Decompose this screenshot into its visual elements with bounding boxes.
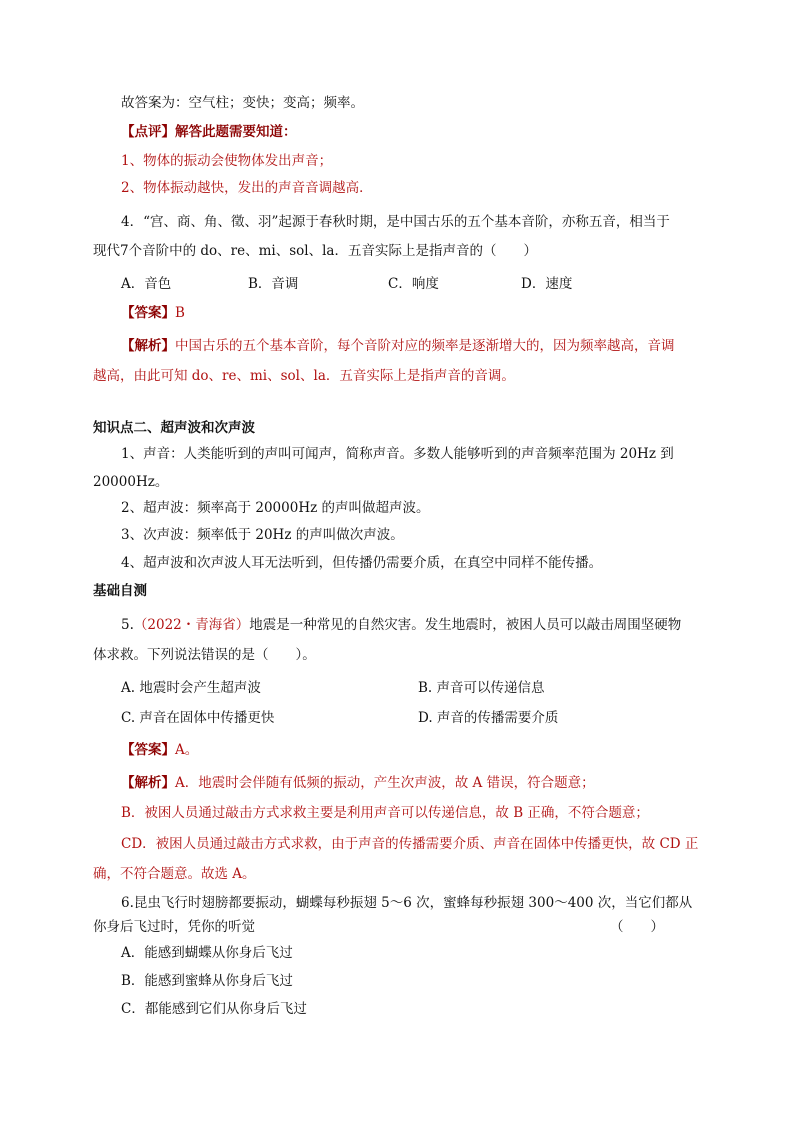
kp2-item-3: 3、次声波：频率低于 20Hz 的声叫做次声波。 xyxy=(121,527,404,543)
q5-analysis-line4: 确，不符合题意。故选 A。 xyxy=(93,866,256,882)
q4-analysis-line2: 越高，由此可知 do、re、mi、sol、la．五音实际上是指声音的音调。 xyxy=(93,368,515,384)
kp2-item-1-cont: 20000Hz。 xyxy=(93,474,169,490)
analysis-text: A．地震时会伴随有低频的振动，产生次声波，故 A 错误，符合题意； xyxy=(175,775,595,791)
q5-option-a: A. 地震时会产生超声波 xyxy=(121,680,261,696)
analysis-text: 中国古乐的五个基本音阶，每个音阶对应的频率是逐渐增大的，因为频率越高，音调 xyxy=(175,338,675,354)
q5-analysis-line1 xyxy=(121,773,595,793)
q3-point-2: 2、物体振动越快，发出的声音音调越高． xyxy=(121,180,373,196)
q5-stem-line2: 体求救。下列说法错误的是（ ）。 xyxy=(93,647,316,663)
q4-option-c: C．响度 xyxy=(388,276,439,292)
q5-analysis-line3: CD．被困人员通过敲击方式求救，由于声音的传播需要介质、声音在固体中传播更快，故 CD 正 xyxy=(121,836,699,852)
q6-option-a: A．能感到蝴蝶从你身后飞过 xyxy=(121,945,293,961)
q5-stem-text: 地震是一种常见的自然灾害。发生地震时，被困人员可以敲击周围坚硬物 xyxy=(249,617,682,633)
q5-answer xyxy=(121,740,198,760)
answer-value: B xyxy=(175,305,185,321)
answer-value: A。 xyxy=(175,742,199,758)
kp2-item-4: 4、超声波和次声波人耳无法听到，但传播仍需要介质，在真空中同样不能传播。 xyxy=(121,555,603,571)
q4-option-b: B．音调 xyxy=(248,276,299,292)
kp2-item-1: 1、声音：人类能听到的声叫可闻声，简称声音。多数人能够听到的声音频率范围为 20Hz 到 xyxy=(121,446,674,462)
answer-tag: 【答案】 xyxy=(121,305,175,321)
q5-analysis-line2: B．被困人员通过敲击方式求救主要是利用声音可以传递信息，故 B 正确，不符合题意； xyxy=(121,805,649,821)
q6-stem-line1: 6.昆虫飞行时翅膀都要振动，蝴蝶每秒振翅 5～6 次，蜜蜂每秒振翅 300～400 次，当它们都从 xyxy=(121,895,693,911)
q6-option-b: B．能感到蜜蜂从你身后飞过 xyxy=(121,973,293,989)
q4-answer xyxy=(121,303,185,323)
q5-option-c: C. 声音在固体中传播更快 xyxy=(121,710,275,726)
q5-source: （2022・青海省） xyxy=(133,617,250,633)
kp2-title: 知识点二、超声波和次声波 xyxy=(93,420,255,436)
q4-stem-line2: 现代7个音阶中的 do、re、mi、sol、la．五音实际上是指声音的（ ） xyxy=(93,243,537,259)
comment-text: 解答此题需要知道： xyxy=(175,124,297,140)
q6-stem-line2: 你身后飞过时，凭你的听觉 xyxy=(93,919,255,935)
comment-tag: 【点评】 xyxy=(121,124,175,140)
answer-tag: 【答案】 xyxy=(121,742,175,758)
q4-stem-line1: 4．“宫、商、角、徵、羽”起源于春秋时期，是中国古乐的五个基本音阶，亦称五音，相当于 xyxy=(121,214,670,230)
q6-blank: （ ） xyxy=(610,919,664,935)
q5-option-d: D. 声音的传播需要介质 xyxy=(418,710,559,726)
q5-stem-line1 xyxy=(121,615,681,635)
q4-option-d: D．速度 xyxy=(521,276,573,292)
q3-point-1: 1、物体的振动会使物体发出声音； xyxy=(121,153,333,169)
kp2-item-2: 2、超声波：频率高于 20000Hz 的声叫做超声波。 xyxy=(121,500,430,516)
q6-option-c: C．都能感到它们从你身后飞过 xyxy=(121,1001,307,1017)
analysis-tag: 【解析】 xyxy=(121,775,175,791)
q3-answer: 故答案为：空气柱；变快；变高；频率。 xyxy=(121,95,364,111)
q4-option-a: A．音色 xyxy=(121,276,172,292)
analysis-tag: 【解析】 xyxy=(121,338,175,354)
self-test-title: 基础自测 xyxy=(93,583,147,599)
q5-option-b: B. 声音可以传递信息 xyxy=(418,680,545,696)
q5-number: 5. xyxy=(121,617,134,633)
q4-analysis-line1 xyxy=(121,336,675,356)
q3-comment xyxy=(121,122,297,142)
